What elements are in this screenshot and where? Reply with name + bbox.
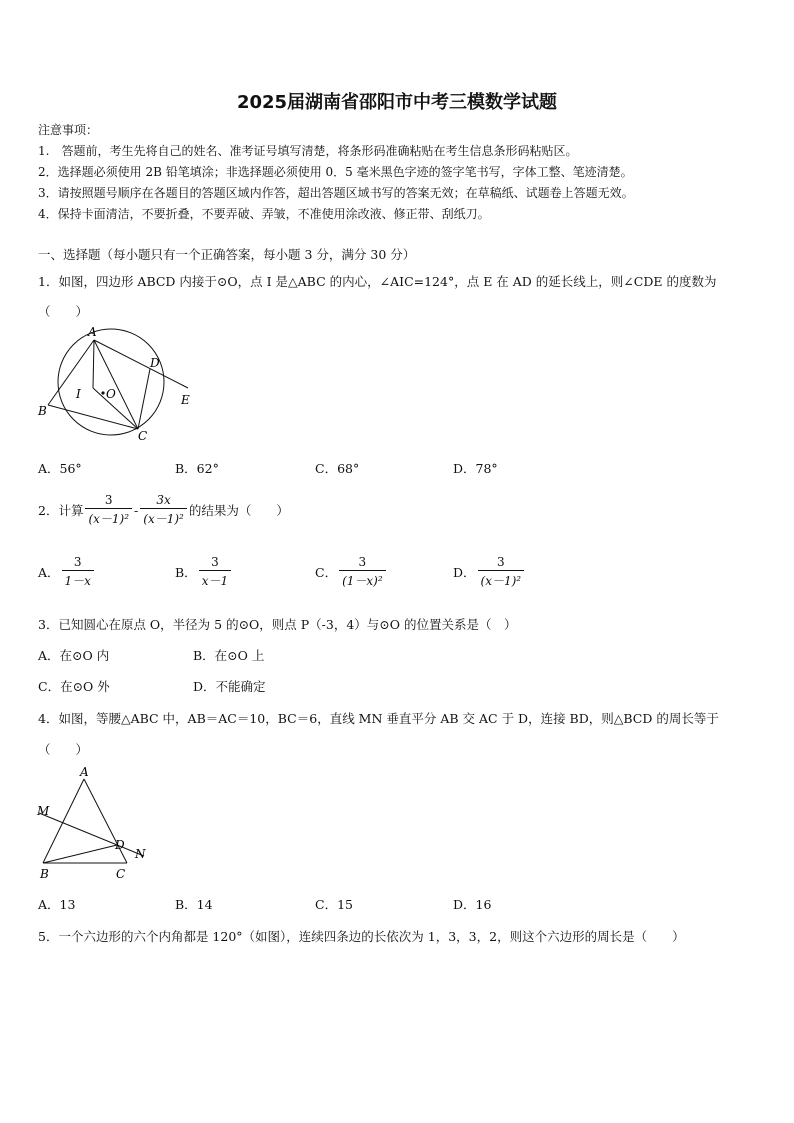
notice-item: 1. 答题前，考生先将自己的姓名、准考证号填写清楚，将条形码准确粘贴在考生信息条形码粘贴区。 [38, 144, 578, 158]
q4-label-m: M [37, 804, 50, 818]
q4-label-d: D [115, 838, 125, 852]
notice-heading: 注意事项： [38, 123, 99, 137]
q2-option-c[interactable] [315, 555, 388, 589]
q2-suffix: 的结果为（ ） [188, 503, 289, 518]
q1-text: 1．如图，四边形 ABCD 内接于⊙O，点 I 是△ABC 的内心，∠AIC=124°，点 E 在 AD 的延长线上，则∠CDE 的度数为 [38, 274, 717, 289]
q2-option-d-fraction [478, 555, 525, 589]
q1-option-d[interactable]: D．78° [453, 461, 498, 476]
q5-text: 5．一个六边形的六个内角都是 120°（如图），连续四条边的长依次为 1，3，3，2，则这个六边形的周长是（ ） [38, 929, 685, 944]
q4-triangle-figure [34, 763, 164, 885]
q3-option-a[interactable]: A．在⊙O 内 [38, 648, 110, 663]
q2-option-c-num: 3 [339, 555, 386, 571]
q1-label-e: E [181, 393, 190, 407]
q1-bracket: （ ） [38, 304, 89, 319]
q2-option-d-label: D． [453, 565, 476, 580]
q2-option-c-fraction [339, 555, 386, 589]
q4-label-b: B [40, 867, 49, 881]
notice-item: 3．请按照题号顺序在各题目的答题区域内作答，超出答题区域书写的答案无效；在草稿纸、试题卷上答题无效。 [38, 186, 634, 200]
q3-option-d[interactable]: D．不能确定 [193, 679, 266, 694]
q2-minus: - [134, 502, 139, 518]
page-title: 2025届湖南省邵阳市中考三模数学试题 [236, 92, 558, 113]
q2-option-a-num: 3 [62, 555, 94, 571]
q2-option-d-den: (x－1)² [480, 574, 522, 588]
q1-label-a: A [88, 325, 97, 339]
q1-circle-figure [36, 322, 196, 444]
q1-label-b: B [38, 404, 47, 418]
q3-text: 3．已知圆心在原点 O，半径为 5 的⊙O，则点 P（-3，4）与⊙O 的位置关系是（ ） [38, 617, 517, 632]
q4-label-n: N [135, 847, 146, 861]
q2-option-b-fraction [199, 555, 231, 589]
section-heading: 一、选择题（每小题只有一个正确答案，每小题 3 分，满分 30 分） [38, 247, 416, 262]
q4-bracket: （ ） [38, 742, 89, 757]
q1-label-i: I [76, 387, 81, 401]
q4-label-a: A [80, 765, 89, 779]
notice-item: 4．保持卡面清洁，不要折叠，不要弄破、弄皱，不准使用涂改液、修正带、刮纸刀。 [38, 207, 490, 221]
q4-text: 4．如图，等腰△ABC 中，AB＝AC＝10，BC＝6，直线 MN 垂直平分 AB 交 AC 于 D，连接 BD，则△BCD 的周长等于 [38, 711, 719, 726]
q2-fraction-2 [140, 493, 187, 527]
q1-label-c: C [138, 429, 148, 443]
q2-fraction-1 [85, 493, 132, 527]
q2-option-c-label: C． [315, 565, 338, 580]
q2-option-c-den: (1－x)² [342, 574, 383, 588]
q2-option-b-label: B． [175, 565, 197, 580]
q1-option-a[interactable]: A．56° [38, 461, 82, 476]
q2-option-a-label: A． [38, 565, 60, 580]
q3-option-c[interactable]: C．在⊙O 外 [38, 679, 110, 694]
q4-option-a[interactable]: A．13 [38, 897, 76, 912]
q2-f1-numerator: 3 [85, 493, 132, 509]
q2-prefix: 2．计算 [38, 503, 84, 518]
q3-option-b[interactable]: B．在⊙O 上 [193, 648, 265, 663]
q1-label-d: D [150, 356, 160, 370]
q2-option-b-num: 3 [199, 555, 231, 571]
q2-option-a[interactable] [38, 555, 96, 589]
q2-option-d-num: 3 [478, 555, 525, 571]
q4-option-d[interactable]: D．16 [453, 897, 492, 912]
q4-option-b[interactable]: B．14 [175, 897, 213, 912]
q2-f1-denominator: (x－1)² [88, 512, 130, 526]
q1-label-o: O [106, 387, 116, 401]
q4-option-c[interactable]: C．15 [315, 897, 353, 912]
q1-option-b[interactable]: B．62° [175, 461, 219, 476]
q2-option-b-den: x－1 [201, 574, 229, 588]
q2-f2-numerator: 3x [140, 493, 187, 509]
q4-label-c: C [116, 867, 126, 881]
q2-option-a-den: 1－x [64, 574, 91, 588]
notice-item: 2．选择题必须使用 2B 铅笔填涂；非选择题必须使用 0．5 毫米黑色字迹的签字笔书写，字体工整、笔迹清楚。 [38, 165, 633, 179]
q2-text [38, 493, 289, 527]
q2-f2-denominator: (x－1)² [143, 512, 184, 526]
q2-option-d[interactable] [453, 555, 526, 589]
q2-option-a-fraction [62, 555, 94, 589]
q1-option-c[interactable]: C．68° [315, 461, 360, 476]
q2-option-b[interactable] [175, 555, 233, 589]
